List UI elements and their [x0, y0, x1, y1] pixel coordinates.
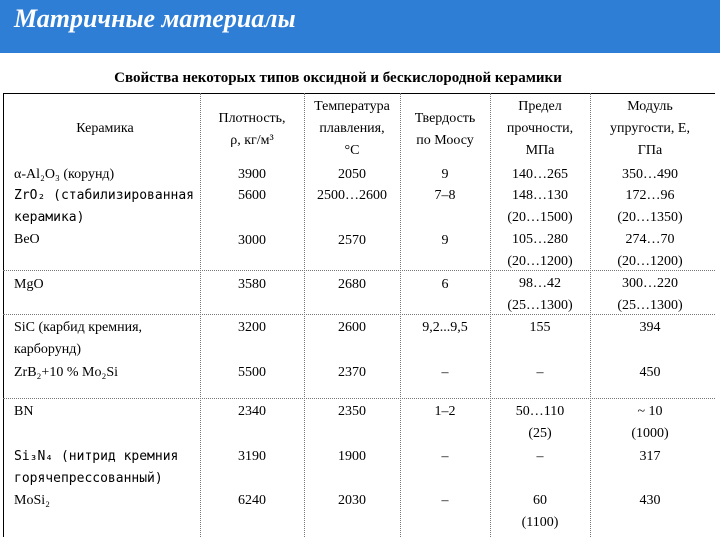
cell-strength: 155	[529, 320, 551, 335]
cell-modulus: 300…220	[622, 276, 678, 291]
cell-melting: 2350	[338, 404, 366, 419]
cell-hardness: 7–8	[434, 188, 456, 203]
cell-strength: 50…110	[515, 404, 565, 419]
cell-density: 3200	[238, 320, 266, 335]
cell-melting: 2030	[338, 493, 366, 508]
row-name: α-Al₂O₃ (корунд)	[14, 167, 115, 182]
row-name: SiC (карбид кремния,	[14, 320, 143, 335]
cell-modulus: 430	[639, 493, 661, 508]
cell-density: 3000	[238, 233, 266, 248]
cell-density: 3190	[238, 449, 266, 464]
cell-density: 2340	[238, 404, 266, 419]
cell-hardness: 1–2	[434, 404, 456, 419]
cell-hardness: 9	[441, 233, 449, 248]
grid-line	[400, 93, 401, 537]
row-name: BN	[14, 404, 34, 419]
row-name: горячепрессованный)	[14, 471, 163, 486]
cell-strength: (25)	[528, 426, 552, 441]
column-header-modulus: Модуль упругости, Е, ГПа	[610, 99, 690, 158]
cell-strength: 105…280	[512, 232, 568, 247]
cell-strength: –	[536, 365, 544, 380]
column-header-hardness: Твердость по Моосу	[414, 111, 476, 148]
column-header-strength: Предел прочности, МПа	[506, 99, 574, 158]
row-name: ZrO₂ (стабилизированная	[14, 188, 195, 203]
cell-strength: (25…1300)	[507, 298, 573, 313]
grid-line	[200, 93, 201, 537]
cell-hardness: –	[441, 493, 449, 508]
cell-density: 5600	[238, 188, 266, 203]
cell-modulus: 172…96	[625, 188, 675, 203]
cell-melting: 2600	[338, 320, 366, 335]
cell-strength: –	[536, 449, 544, 464]
cell-melting: 2570	[338, 233, 366, 248]
cell-modulus: 350…490	[622, 167, 678, 182]
cell-strength: 60	[533, 493, 547, 508]
column-header-density: Плотность, ρ, кг/м³	[218, 111, 286, 148]
cell-melting: 2050	[338, 167, 366, 182]
column-header-melting: Температура плавления, °С	[314, 99, 390, 158]
cell-strength: 140…265	[512, 167, 568, 182]
cell-hardness: 6	[441, 277, 449, 292]
header-bar	[0, 0, 720, 53]
cell-hardness: –	[441, 449, 449, 464]
row-name: Si₃N₄ (нитрид кремния	[14, 449, 179, 464]
cell-strength: (20…1200)	[507, 254, 573, 269]
cell-modulus: (1000)	[631, 426, 669, 441]
cell-melting: 1900	[338, 449, 366, 464]
cell-melting: 2370	[338, 365, 366, 380]
cell-modulus: 394	[639, 320, 661, 335]
slide-title: Матричные материалы	[14, 4, 296, 33]
cell-modulus: (20…1200)	[617, 254, 683, 269]
row-name: карборунд)	[14, 342, 82, 357]
cell-strength: 148…130	[512, 188, 568, 203]
row-name: ZrB₂+10 % Mo₂Si	[14, 365, 118, 380]
cell-strength: (20…1500)	[507, 210, 573, 225]
cell-hardness: 9	[441, 167, 449, 182]
row-name: MoSi₂	[14, 493, 51, 508]
cell-modulus: 450	[639, 365, 661, 380]
column-header-ceramic: Керамика	[76, 121, 134, 136]
cell-melting: 2680	[338, 277, 366, 292]
cell-density: 3900	[238, 167, 266, 182]
cell-modulus: (20…1350)	[617, 210, 683, 225]
row-name: керамика)	[14, 210, 85, 225]
cell-modulus: 317	[639, 449, 661, 464]
cell-strength: (1100)	[521, 515, 559, 530]
cell-density: 6240	[238, 493, 266, 508]
cell-modulus: (25…1300)	[617, 298, 683, 313]
row-name: MgO	[14, 277, 44, 292]
cell-hardness: 9,2...9,5	[422, 320, 468, 335]
grid-line	[3, 398, 715, 399]
cell-modulus: ~ 10	[637, 404, 663, 419]
cell-density: 3580	[238, 277, 266, 292]
table-title: Свойства некоторых типов оксидной и бескислородной керамики	[114, 70, 562, 86]
cell-strength: 98…42	[519, 276, 561, 291]
cell-density: 5500	[238, 365, 266, 380]
cell-hardness: –	[441, 365, 449, 380]
cell-melting: 2500…2600	[317, 188, 387, 203]
cell-modulus: 274…70	[625, 232, 675, 247]
row-name: BeO	[14, 232, 40, 247]
